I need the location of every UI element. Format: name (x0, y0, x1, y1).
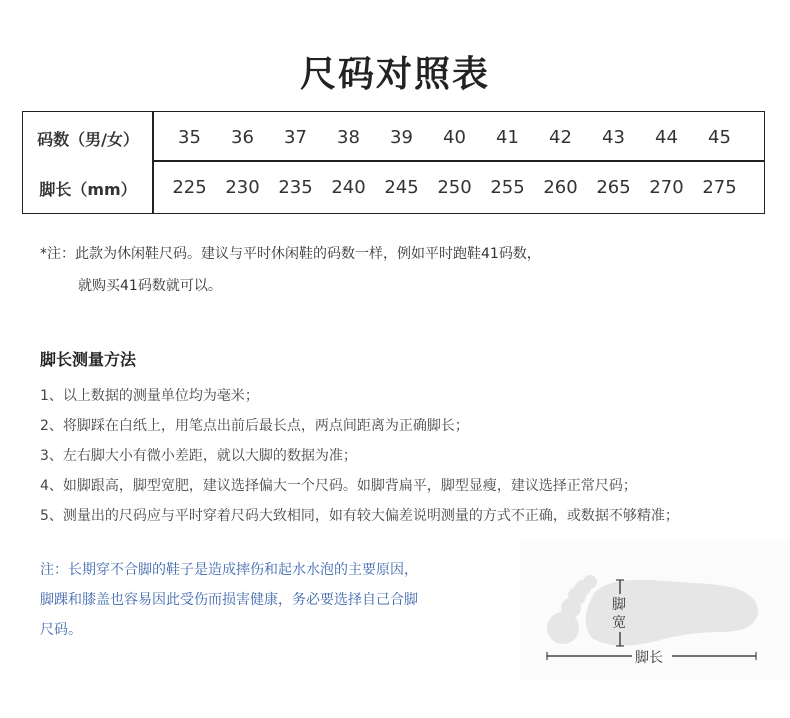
length-cell: 250 (437, 177, 472, 198)
note-line: *注：此款为休闲鞋尺码。建议与平时休闲鞋的码数一样，例如平时跑鞋41码数， (40, 246, 541, 262)
method-list (40, 381, 679, 531)
size-cell: 40 (443, 127, 466, 148)
length-cell: 245 (384, 177, 419, 198)
list-item: 3、左右脚大小有微小差距，就以大脚的数据为准； (40, 448, 357, 464)
size-cell: 44 (655, 127, 678, 148)
length-cell: 275 (702, 177, 737, 198)
foot-width-label: 脚宽 (612, 597, 626, 631)
length-cell: 270 (649, 177, 684, 198)
length-cell: 240 (331, 177, 366, 198)
size-row (163, 127, 754, 148)
length-cell: 225 (172, 177, 207, 198)
size-cell: 35 (178, 127, 201, 148)
warning-line: 注：长期穿不合脚的鞋子是造成摔伤和起水水泡的主要原因， (40, 562, 418, 578)
length-cell: 255 (490, 177, 525, 198)
size-cell: 37 (284, 127, 307, 148)
method-heading: 脚长测量方法 (40, 350, 137, 369)
length-row (163, 177, 754, 198)
foot-length-label: 脚长 (635, 650, 663, 666)
size-cell: 39 (390, 127, 413, 148)
row-divider (153, 160, 764, 162)
size-cell: 42 (549, 127, 572, 148)
length-cell: 260 (543, 177, 578, 198)
size-cell: 38 (337, 127, 360, 148)
list-item: 2、将脚踩在白纸上，用笔点出前后最长点，两点间距离为正确脚长； (40, 418, 469, 434)
health-warning (40, 555, 480, 645)
length-cell: 265 (596, 177, 631, 198)
length-cell: 230 (225, 177, 260, 198)
page-title: 尺码对照表 (299, 54, 490, 95)
column-divider (152, 112, 154, 213)
list-item: 1、以上数据的测量单位均为毫米； (40, 388, 259, 404)
size-note (40, 238, 541, 302)
row-label-size: 码数（男/女） (37, 130, 139, 149)
list-item: 4、如脚跟高，脚型宽肥，建议选择偏大一个尺码。如脚背扁平，脚型显瘦，建议选择正常尺码； (40, 478, 637, 494)
size-cell: 43 (602, 127, 625, 148)
warning-line: 尺码。 (40, 622, 82, 638)
warning-line: 脚踝和膝盖也容易因此受伤而损害健康，务必要选择自己合脚 (40, 592, 418, 608)
length-cell: 235 (278, 177, 313, 198)
size-cell: 41 (496, 127, 519, 148)
footprint-icon (520, 540, 790, 718)
note-line: 就购买41码数就可以。 (78, 278, 222, 294)
foot-diagram (520, 540, 790, 718)
row-label-length: 脚长（mm） (39, 180, 137, 199)
size-cell: 45 (708, 127, 731, 148)
size-table (22, 111, 765, 214)
size-cell: 36 (231, 127, 254, 148)
list-item: 5、测量出的尺码应与平时穿着尺码大致相同，如有较大偏差说明测量的方式不正确，或数据不够精准； (40, 508, 679, 524)
